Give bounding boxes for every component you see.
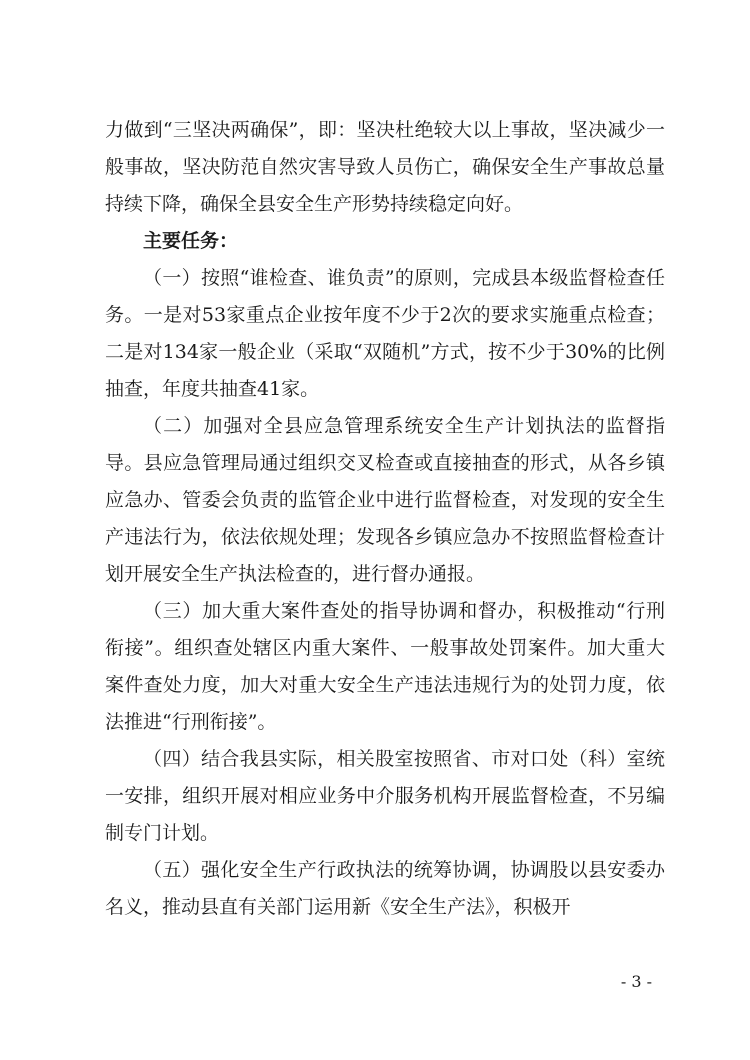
document-body xyxy=(105,112,665,926)
paragraph-task-4: （四）结合我县实际，相关股室按照省、市对口处（科）室统一安排，组织开展对相应业务中介服务机构开展监督检查，不另编制专门计划。 xyxy=(105,748,665,844)
paragraph-intro: 力做到“三坚决两确保”，即：坚决杜绝较大以上事故，坚决减少一般事故，坚决防范自然灾害导致人员伤亡，确保安全生产事故总量持续下降，确保全县安全生产形势持续稳定向好。 xyxy=(105,119,665,215)
page-number: - 3 - xyxy=(620,972,652,991)
paragraph-task-3: （三）加大重大案件查处的指导协调和督办，积极推动“行刑衔接”。组织查处辖区内重大案件、一般事故处罚案件。加大重大案件查处力度，加大对重大安全生产违法违规行为的处罚力度，依法推进“行刑衔接”。 xyxy=(105,600,665,733)
paragraph-task-1: （一）按照“谁检查、谁负责”的原则，完成县本级监督检查任务。一是对53家重点企业按年度不少于2次的要求实施重点检查；二是对134家一般企业（采取“双随机”方式，按不少于30%的比例抽查，年度共抽查41家。 xyxy=(105,267,665,400)
paragraph-task-2: （二）加强对全县应急管理系统安全生产计划执法的监督指导。县应急管理局通过组织交叉检查或直接抽查的形式，从各乡镇应急办、管委会负责的监管企业中进行监督检查，对发现的安全生产违法行为，依法依规处理；发现各乡镇应急办不按照监督检查计划开展安全生产执法检查的，进行督办通报。 xyxy=(105,415,665,585)
paragraph-task-5: （五）强化安全生产行政执法的统筹协调，协调股以县安委办名义，推动县直有关部门运用新《安全生产法》，积极开 xyxy=(105,859,665,918)
section-heading-main-tasks: 主要任务： xyxy=(143,230,239,252)
